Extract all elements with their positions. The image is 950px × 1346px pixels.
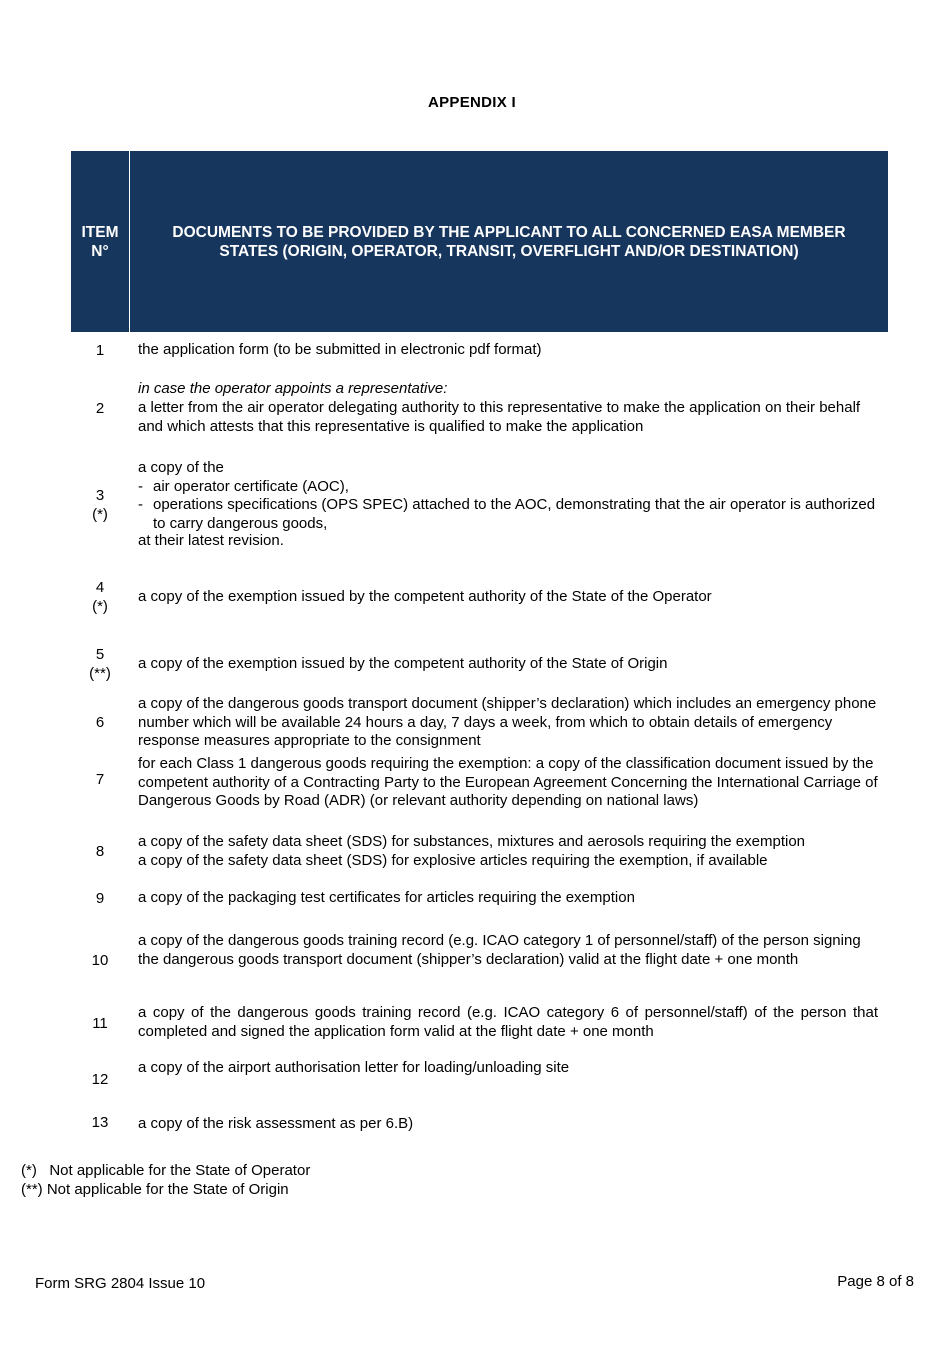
row-2-intro: in case the operator appoints a representative: — [138, 380, 448, 397]
header-documents-label: DOCUMENTS TO BE PROVIDED BY THE APPLICANT TO ALL CONCERNED EASA MEMBER STATES (ORIGIN, OPERATOR, TRANSIT, OVERFLIGHT AND/OR DESTINATION) — [172, 223, 846, 260]
row-10-text: a copy of the dangerous goods training record (e.g. ICAO category 1 of personnel/staff) of the person signing the dangerous goods transport document (shipper’s declaration) valid at the flight date + one month — [138, 932, 861, 968]
row-3-bullet-2 — [138, 496, 878, 533]
row-7-text: for each Class 1 dangerous goods requiring the exemption: a copy of the classification document issued by the competent authority of a Contracting Party to the European Agreement Concerning the International Carriage of Dangerous Goods by Road (ADR) (or relevant authority depending on national laws) — [138, 755, 878, 809]
row-5-text: a copy of the exemption issued by the competent authority of the State of Origin — [138, 655, 668, 672]
row-3-intro: a copy of the — [138, 459, 224, 476]
row-12-number: 12 — [91, 1071, 109, 1088]
header-item-number-label: ITEM N° — [81, 223, 119, 260]
row-12-text: a copy of the airport authorisation letter for loading/unloading site — [138, 1059, 570, 1076]
row-3-bullet-2-text: operations specifications (OPS SPEC) attached to the AOC, demonstrating that the air operator is authorized to carry dangerous goods, — [153, 496, 876, 532]
row-3-note: (*) — [92, 506, 108, 523]
row-1-number: 1 — [95, 342, 105, 359]
row-3-bullet-1-text: air operator certificate (AOC), — [153, 478, 349, 495]
row-1-text: the application form (to be submitted in electronic pdf format) — [138, 341, 542, 358]
row-13-text: a copy of the risk assessment as per 6.B) — [138, 1115, 414, 1132]
row-11-number: 11 — [92, 1015, 108, 1032]
row-11-text: a copy of the dangerous goods training record (e.g. ICAO category 6 of personnel/staff) of the person that completed and signed the application form valid at the flight date + one month — [138, 1004, 878, 1040]
footer-form-id: Form SRG 2804 Issue 10 — [35, 1275, 206, 1292]
bullet-dash: - — [138, 478, 143, 495]
row-8-line-2: a copy of the safety data sheet (SDS) for explosive articles requiring the exemption, if available — [138, 852, 768, 869]
row-3-bullet-1 — [138, 478, 878, 497]
row-13-number: 13 — [91, 1114, 109, 1131]
row-2-text: a letter from the air operator delegating authority to this representative to make the application on their behalf and which attests that this representative is qualified to make the application — [138, 399, 861, 435]
row-6-text: a copy of the dangerous goods transport document (shipper’s declaration) which includes an emergency phone number which will be available 24 hours a day, 7 days a week, from which to obtain details of emergency response measures appropriate to the consignment — [138, 695, 877, 749]
row-10-number: 10 — [91, 952, 109, 969]
header-item-number — [71, 151, 129, 332]
bullet-dash: - — [138, 496, 143, 513]
row-4-number: 4 — [95, 579, 105, 596]
row-4-note: (*) — [92, 598, 108, 615]
row-9-number: 9 — [95, 890, 105, 907]
footnote-operator: (*) Not applicable for the State of Operator — [21, 1162, 311, 1179]
header-documents — [130, 151, 888, 332]
row-3-outro: at their latest revision. — [138, 532, 284, 549]
row-6-number: 6 — [95, 714, 105, 731]
footnote-origin: (**) Not applicable for the State of Origin — [21, 1181, 289, 1198]
row-3-number: 3 — [95, 487, 105, 504]
row-5-note: (**) — [89, 665, 111, 682]
row-9-text: a copy of the packaging test certificates for articles requiring the exemption — [138, 889, 635, 906]
row-8-number: 8 — [95, 843, 105, 860]
row-4-text: a copy of the exemption issued by the competent authority of the State of the Operator — [138, 588, 712, 605]
row-5-number: 5 — [95, 646, 105, 663]
page-title: APPENDIX I — [427, 94, 517, 111]
row-7-number: 7 — [95, 771, 105, 788]
footer-page-number: Page 8 of 8 — [837, 1273, 914, 1290]
row-2-number: 2 — [95, 400, 105, 417]
row-8-line-1: a copy of the safety data sheet (SDS) for substances, mixtures and aerosols requiring the exemption — [138, 833, 806, 850]
